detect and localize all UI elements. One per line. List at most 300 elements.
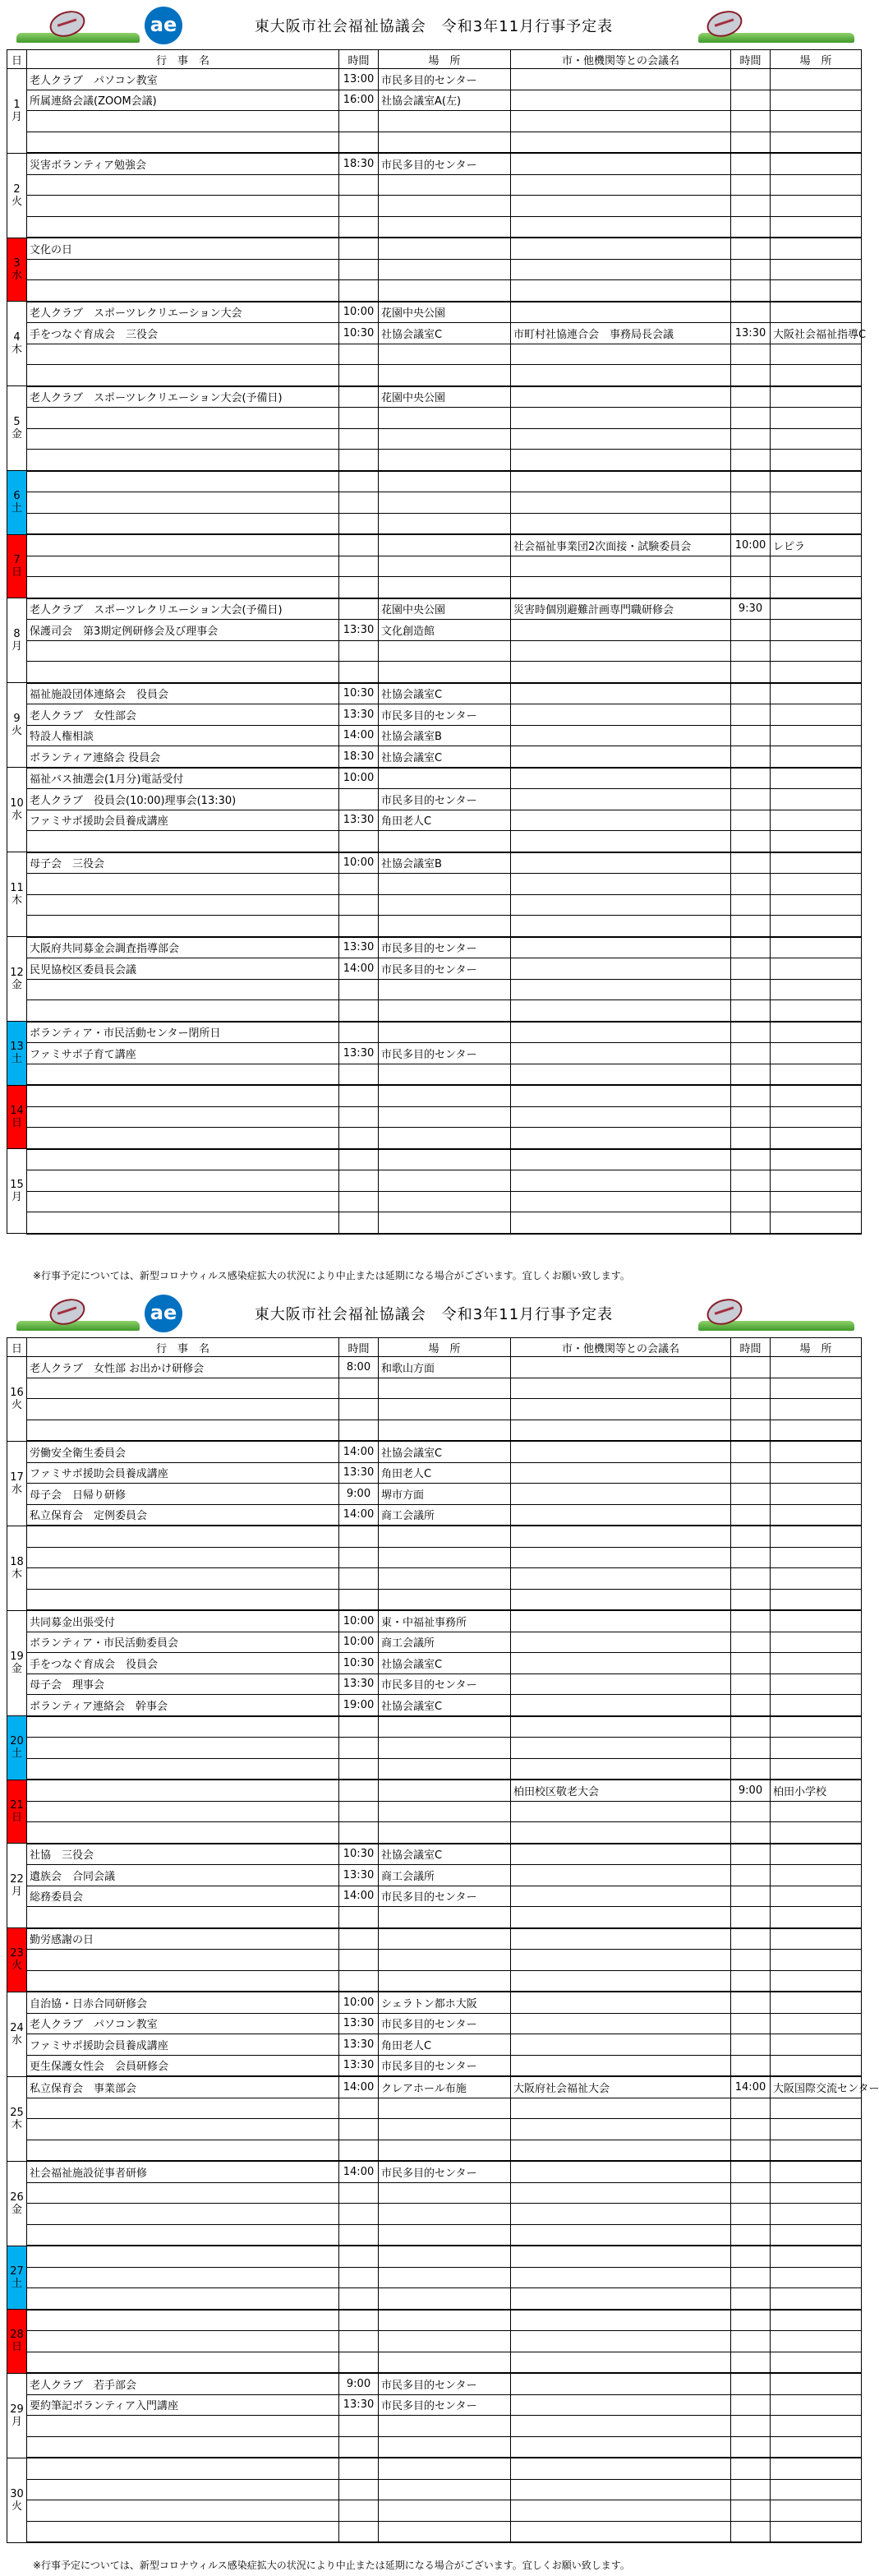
other-meeting-name xyxy=(511,1462,731,1484)
event-time xyxy=(339,1170,379,1192)
other-meeting-place xyxy=(771,1399,862,1420)
day-cell xyxy=(7,386,27,471)
event-time: 18:30 xyxy=(339,153,379,174)
event-place xyxy=(379,1000,511,1022)
table-row xyxy=(7,174,862,196)
other-meeting-time xyxy=(731,2331,771,2352)
event-name: 社協 三役会 xyxy=(27,1844,339,1865)
event-place xyxy=(379,216,511,238)
other-meeting-place xyxy=(771,1907,862,1928)
other-meeting-place xyxy=(771,2331,862,2352)
event-name xyxy=(27,1970,339,1992)
other-meeting-name xyxy=(511,1484,731,1505)
other-meeting-place xyxy=(771,1610,862,1632)
weekday: 金 xyxy=(11,979,22,991)
other-meeting-place xyxy=(771,196,862,217)
other-meeting-name xyxy=(511,2013,731,2034)
other-meeting-time xyxy=(731,344,771,365)
other-meeting-place xyxy=(771,1589,862,1610)
weekday: 月 xyxy=(11,1191,22,1203)
other-meeting-place xyxy=(771,1547,862,1568)
table-row xyxy=(7,831,862,852)
col-place-header: 場 所 xyxy=(379,1338,511,1357)
table-row xyxy=(7,1610,862,1632)
day-number: 26 xyxy=(10,2191,24,2204)
day-number: 20 xyxy=(10,1735,24,1748)
other-meeting-place xyxy=(771,386,862,408)
event-time xyxy=(339,238,379,259)
event-name xyxy=(27,1106,339,1128)
other-meeting-place xyxy=(771,2098,862,2119)
event-name xyxy=(27,1191,339,1212)
event-place xyxy=(379,174,511,196)
other-meeting-time xyxy=(731,1191,771,1212)
event-name: ボランティア連絡会 役員会 xyxy=(27,746,339,768)
event-name: 大阪府共同募金会調査指導部会 xyxy=(27,937,339,958)
table-row xyxy=(7,2436,862,2458)
event-place: シェラトン都ホ大阪 xyxy=(379,1992,511,2013)
event-place: 社協会議室A(左) xyxy=(379,90,511,111)
other-meeting-time xyxy=(731,196,771,217)
table-row xyxy=(7,2352,862,2373)
event-place: 社協会議室C xyxy=(379,323,511,344)
event-time: 14:00 xyxy=(339,1504,379,1526)
day-cell xyxy=(7,302,27,386)
event-time xyxy=(339,1589,379,1610)
other-meeting-name xyxy=(511,196,731,217)
event-time xyxy=(339,1738,379,1759)
col-time2-header: 時間 xyxy=(731,1338,771,1357)
day-cell xyxy=(7,937,27,1022)
day-cell xyxy=(7,238,27,302)
table-row xyxy=(7,323,862,344)
other-meeting-time xyxy=(731,2416,771,2437)
day-cell xyxy=(7,2161,27,2246)
event-time xyxy=(339,2246,379,2267)
event-place: 社協会議室C xyxy=(379,1695,511,1716)
table-row xyxy=(7,1043,862,1064)
table-row xyxy=(7,2182,862,2204)
other-meeting-name xyxy=(511,174,731,196)
event-name xyxy=(27,640,339,662)
event-place xyxy=(379,2098,511,2119)
other-meeting-name xyxy=(511,2373,731,2394)
event-place xyxy=(379,556,511,577)
other-meeting-name xyxy=(511,1801,731,1822)
event-time xyxy=(339,2310,379,2331)
other-meeting-time xyxy=(731,1462,771,1484)
other-meeting-time xyxy=(731,1907,771,1928)
other-meeting-name: 柏田校区敬老大会 xyxy=(511,1780,731,1801)
other-meeting-time xyxy=(731,1106,771,1128)
event-place: 文化創造館 xyxy=(379,620,511,641)
other-meeting-name xyxy=(511,1822,731,1844)
event-name xyxy=(27,2182,339,2204)
other-meeting-time xyxy=(731,852,771,874)
event-time xyxy=(339,1547,379,1568)
other-meeting-time xyxy=(731,408,771,429)
other-meeting-name xyxy=(511,556,731,577)
other-meeting-place xyxy=(771,1378,862,1399)
day-cell xyxy=(7,534,27,598)
other-meeting-place xyxy=(771,2034,862,2056)
event-name xyxy=(27,2416,339,2437)
day-cell xyxy=(7,1149,27,1234)
event-time: 10:30 xyxy=(339,323,379,344)
table-row xyxy=(7,1378,862,1399)
table-row xyxy=(7,1441,862,1462)
event-name: ファミサポ援助会員養成講座 xyxy=(27,2034,339,2056)
event-name: 福祉バス抽選会(1月分)電話受付 xyxy=(27,768,339,789)
other-meeting-place xyxy=(771,450,862,471)
event-name: 老人クラブ パソコン教室 xyxy=(27,69,339,90)
event-name xyxy=(27,408,339,429)
other-meeting-place xyxy=(771,2394,862,2416)
table-row xyxy=(7,90,862,111)
other-meeting-time xyxy=(731,132,771,153)
event-time: 14:00 xyxy=(339,2161,379,2182)
other-meeting-time xyxy=(731,1970,771,1992)
event-place: 商工会議所 xyxy=(379,1865,511,1886)
event-place xyxy=(379,2224,511,2246)
event-place: 市民多目的センター xyxy=(379,1043,511,1064)
event-place: 市民多目的センター xyxy=(379,789,511,810)
event-name xyxy=(27,216,339,238)
other-meeting-place xyxy=(771,1043,862,1064)
schedule-page-2 xyxy=(0,1288,879,2571)
event-time: 13:30 xyxy=(339,620,379,641)
other-meeting-name xyxy=(511,450,731,471)
event-name: 老人クラブ 女性部会 xyxy=(27,704,339,726)
event-place xyxy=(379,1716,511,1738)
other-meeting-name: 災害時個別避難計画専門職研修会 xyxy=(511,598,731,620)
event-name xyxy=(27,2500,339,2522)
day-cell xyxy=(7,1780,27,1844)
logo: ae xyxy=(145,1295,182,1332)
other-meeting-place xyxy=(771,1212,862,1234)
event-place xyxy=(379,2204,511,2225)
day-cell xyxy=(7,852,27,937)
other-meeting-time xyxy=(731,556,771,577)
other-meeting-name xyxy=(511,2098,731,2119)
event-time xyxy=(339,1022,379,1043)
event-time xyxy=(339,1128,379,1149)
table-row xyxy=(7,1420,862,1441)
page-title: 東大阪市社会福祉協議会 令和3年11月行事予定表 xyxy=(254,1306,614,1323)
event-time: 18:30 xyxy=(339,746,379,768)
day-number: 19 xyxy=(10,1650,24,1664)
other-meeting-time xyxy=(731,2310,771,2331)
other-meeting-place xyxy=(771,1484,862,1505)
day-number: 25 xyxy=(10,2106,24,2119)
event-time: 13:30 xyxy=(339,2394,379,2416)
other-meeting-place xyxy=(771,789,862,810)
other-meeting-name xyxy=(511,344,731,365)
other-meeting-time xyxy=(731,1589,771,1610)
event-name xyxy=(27,1378,339,1399)
other-meeting-time xyxy=(731,1844,771,1865)
other-meeting-place: 大阪国際交流センター xyxy=(771,2076,862,2098)
other-meeting-place xyxy=(771,513,862,534)
other-meeting-time xyxy=(731,1632,771,1653)
table-row xyxy=(7,556,862,577)
event-name xyxy=(27,1822,339,1844)
day-cell xyxy=(7,2310,27,2374)
event-place xyxy=(379,1170,511,1192)
event-name: ファミサポ援助会員養成講座 xyxy=(27,810,339,831)
col-day-header: 日 xyxy=(7,50,27,69)
event-place xyxy=(379,1950,511,1971)
day-cell xyxy=(7,1357,27,1442)
event-time xyxy=(339,577,379,598)
other-meeting-place xyxy=(771,556,862,577)
other-meeting-name xyxy=(511,725,731,746)
day-cell xyxy=(7,1022,27,1086)
event-name xyxy=(27,1526,339,1547)
other-meeting-time xyxy=(731,1484,771,1505)
day-number: 9 xyxy=(13,713,21,725)
day-cell xyxy=(7,1526,27,1610)
event-time xyxy=(339,2479,379,2500)
other-meeting-name xyxy=(511,1886,731,1907)
other-meeting-place xyxy=(771,894,862,916)
other-meeting-name xyxy=(511,1106,731,1128)
other-meeting-time xyxy=(731,2521,771,2542)
weekday: 火 xyxy=(11,725,22,737)
table-row xyxy=(7,2034,862,2056)
other-meeting-name xyxy=(511,1149,731,1170)
day-number: 7 xyxy=(13,553,21,566)
event-place xyxy=(379,1589,511,1610)
event-name: 労働安全衛生委員会 xyxy=(27,1441,339,1462)
event-place: 花園中央公園 xyxy=(379,302,511,323)
event-time xyxy=(339,2140,379,2161)
other-meeting-time xyxy=(731,831,771,852)
table-row xyxy=(7,1547,862,1568)
table-row xyxy=(7,1907,862,1928)
other-meeting-time xyxy=(731,2224,771,2246)
other-meeting-name xyxy=(511,2436,731,2458)
table-row xyxy=(7,1886,862,1907)
other-meeting-place xyxy=(771,1106,862,1128)
event-place xyxy=(379,280,511,302)
event-time xyxy=(339,894,379,916)
table-row xyxy=(7,1568,862,1590)
event-time: 10:00 xyxy=(339,768,379,789)
other-meeting-name xyxy=(511,2331,731,2352)
event-name xyxy=(27,2331,339,2352)
event-time xyxy=(339,386,379,408)
day-cell xyxy=(7,1441,27,1526)
other-meeting-name xyxy=(511,2458,731,2479)
table-row xyxy=(7,620,862,641)
schedule-page-1 xyxy=(0,0,867,1281)
table-row xyxy=(7,1106,862,1128)
event-name xyxy=(27,344,339,365)
event-place: 市民多目的センター xyxy=(379,2373,511,2394)
event-place xyxy=(379,1547,511,1568)
event-time: 19:00 xyxy=(339,1695,379,1716)
event-time: 13:30 xyxy=(339,1043,379,1064)
event-place xyxy=(379,111,511,132)
other-meeting-name xyxy=(511,1970,731,1992)
other-meeting-name xyxy=(511,365,731,386)
other-meeting-place xyxy=(771,1695,862,1716)
other-meeting-name xyxy=(511,238,731,259)
other-meeting-time xyxy=(731,1504,771,1526)
other-meeting-place xyxy=(771,1000,862,1022)
event-name: 更生保護女性会 会員研修会 xyxy=(27,2055,339,2076)
event-name: 社会福祉施設従事者研修 xyxy=(27,2161,339,2182)
table-row xyxy=(7,1632,862,1653)
event-name: 総務委員会 xyxy=(27,1886,339,1907)
event-time xyxy=(339,1420,379,1441)
other-meeting-time xyxy=(731,428,771,450)
other-meeting-time xyxy=(731,216,771,238)
other-meeting-name xyxy=(511,2224,731,2246)
other-meeting-place: レピラ xyxy=(771,534,862,556)
event-place xyxy=(379,640,511,662)
day-number: 13 xyxy=(10,1041,24,1054)
event-time xyxy=(339,556,379,577)
event-name: 老人クラブ スポーツレクリエーション大会 xyxy=(27,302,339,323)
other-meeting-time xyxy=(731,662,771,683)
day-number: 14 xyxy=(10,1104,24,1117)
table-row xyxy=(7,577,862,598)
page-header xyxy=(0,0,867,49)
event-name xyxy=(27,1170,339,1192)
event-name: 共同募金出張受付 xyxy=(27,1610,339,1632)
other-meeting-time xyxy=(731,1695,771,1716)
table-row xyxy=(7,894,862,916)
other-meeting-name xyxy=(511,513,731,534)
event-time: 10:00 xyxy=(339,1610,379,1632)
event-place: 市民多目的センター xyxy=(379,2394,511,2416)
event-name: 母子会 理事会 xyxy=(27,1673,339,1695)
other-meeting-name xyxy=(511,471,731,492)
other-meeting-place xyxy=(771,280,862,302)
event-name: ボランティア・市民活動委員会 xyxy=(27,1632,339,1653)
other-meeting-time xyxy=(731,2119,771,2140)
other-meeting-place xyxy=(771,344,862,365)
other-meeting-place xyxy=(771,620,862,641)
other-meeting-place xyxy=(771,1526,862,1547)
event-name xyxy=(27,2246,339,2267)
event-name: 老人クラブ 女性部 お出かけ研修会 xyxy=(27,1357,339,1378)
other-meeting-place xyxy=(771,1128,862,1149)
event-name: 勤労感謝の日 xyxy=(27,1928,339,1950)
table-row xyxy=(7,852,862,874)
event-place xyxy=(379,1420,511,1441)
event-name xyxy=(27,450,339,471)
event-time xyxy=(339,640,379,662)
table-row xyxy=(7,1992,862,2013)
other-meeting-place xyxy=(771,598,862,620)
event-name xyxy=(27,1589,339,1610)
other-meeting-time xyxy=(731,238,771,259)
table-row xyxy=(7,2288,862,2310)
event-place xyxy=(379,2500,511,2522)
other-meeting-place xyxy=(771,958,862,980)
other-meeting-place xyxy=(771,2310,862,2331)
event-name: 老人クラブ 役員会(10:00)理事会(13:30) xyxy=(27,789,339,810)
other-meeting-place xyxy=(771,725,862,746)
event-name: 所属連絡会議(ZOOM会議) xyxy=(27,90,339,111)
event-time xyxy=(339,513,379,534)
schedule-table xyxy=(7,1337,879,2543)
event-name xyxy=(27,1907,339,1928)
other-meeting-place xyxy=(771,1970,862,1992)
other-meeting-time xyxy=(731,2013,771,2034)
event-name: 遺族会 合同会議 xyxy=(27,1865,339,1886)
event-place: 市民多目的センター xyxy=(379,153,511,174)
other-meeting-time xyxy=(731,768,771,789)
table-row xyxy=(7,2500,862,2522)
event-time: 13:30 xyxy=(339,1865,379,1886)
other-meeting-name xyxy=(511,1928,731,1950)
other-meeting-time xyxy=(731,1886,771,1907)
other-meeting-name xyxy=(511,662,731,683)
weekday: 金 xyxy=(11,1663,22,1676)
event-name xyxy=(27,111,339,132)
other-meeting-place xyxy=(771,2479,862,2500)
other-meeting-place xyxy=(771,132,862,153)
table-row xyxy=(7,725,862,746)
other-meeting-name xyxy=(511,577,731,598)
event-name xyxy=(27,916,339,937)
table-row xyxy=(7,662,862,683)
other-meeting-place xyxy=(771,577,862,598)
table-row xyxy=(7,2416,862,2437)
event-time xyxy=(339,789,379,810)
other-meeting-place xyxy=(771,937,862,958)
event-time xyxy=(339,1758,379,1780)
other-meeting-name xyxy=(511,280,731,302)
weekday: 水 xyxy=(11,269,22,282)
event-time: 14:00 xyxy=(339,1441,379,1462)
other-meeting-name xyxy=(511,1716,731,1738)
other-meeting-name xyxy=(511,132,731,153)
event-time xyxy=(339,1212,379,1234)
event-name xyxy=(27,556,339,577)
event-name xyxy=(27,1950,339,1971)
event-name xyxy=(27,2436,339,2458)
table-row xyxy=(7,1064,862,1085)
col-time-header: 時間 xyxy=(339,1338,379,1357)
other-meeting-place xyxy=(771,1462,862,1484)
event-place: 市民多目的センター xyxy=(379,2013,511,2034)
other-meeting-name xyxy=(511,2352,731,2373)
table-row xyxy=(7,2479,862,2500)
other-meeting-place xyxy=(771,174,862,196)
event-time xyxy=(339,1716,379,1738)
event-time xyxy=(339,2436,379,2458)
event-place xyxy=(379,874,511,895)
day-cell xyxy=(7,1844,27,1928)
event-place xyxy=(379,259,511,280)
event-place: 市民多目的センター xyxy=(379,1886,511,1907)
table-row xyxy=(7,2055,862,2076)
event-name xyxy=(27,2288,339,2310)
day-number: 11 xyxy=(10,882,24,894)
other-meeting-name xyxy=(511,810,731,831)
event-name xyxy=(27,1149,339,1170)
event-time: 13:30 xyxy=(339,704,379,726)
other-meeting-time xyxy=(731,2288,771,2310)
event-place: 社協会議室C xyxy=(379,1441,511,1462)
table-row xyxy=(7,2119,862,2140)
event-time xyxy=(339,1950,379,1971)
